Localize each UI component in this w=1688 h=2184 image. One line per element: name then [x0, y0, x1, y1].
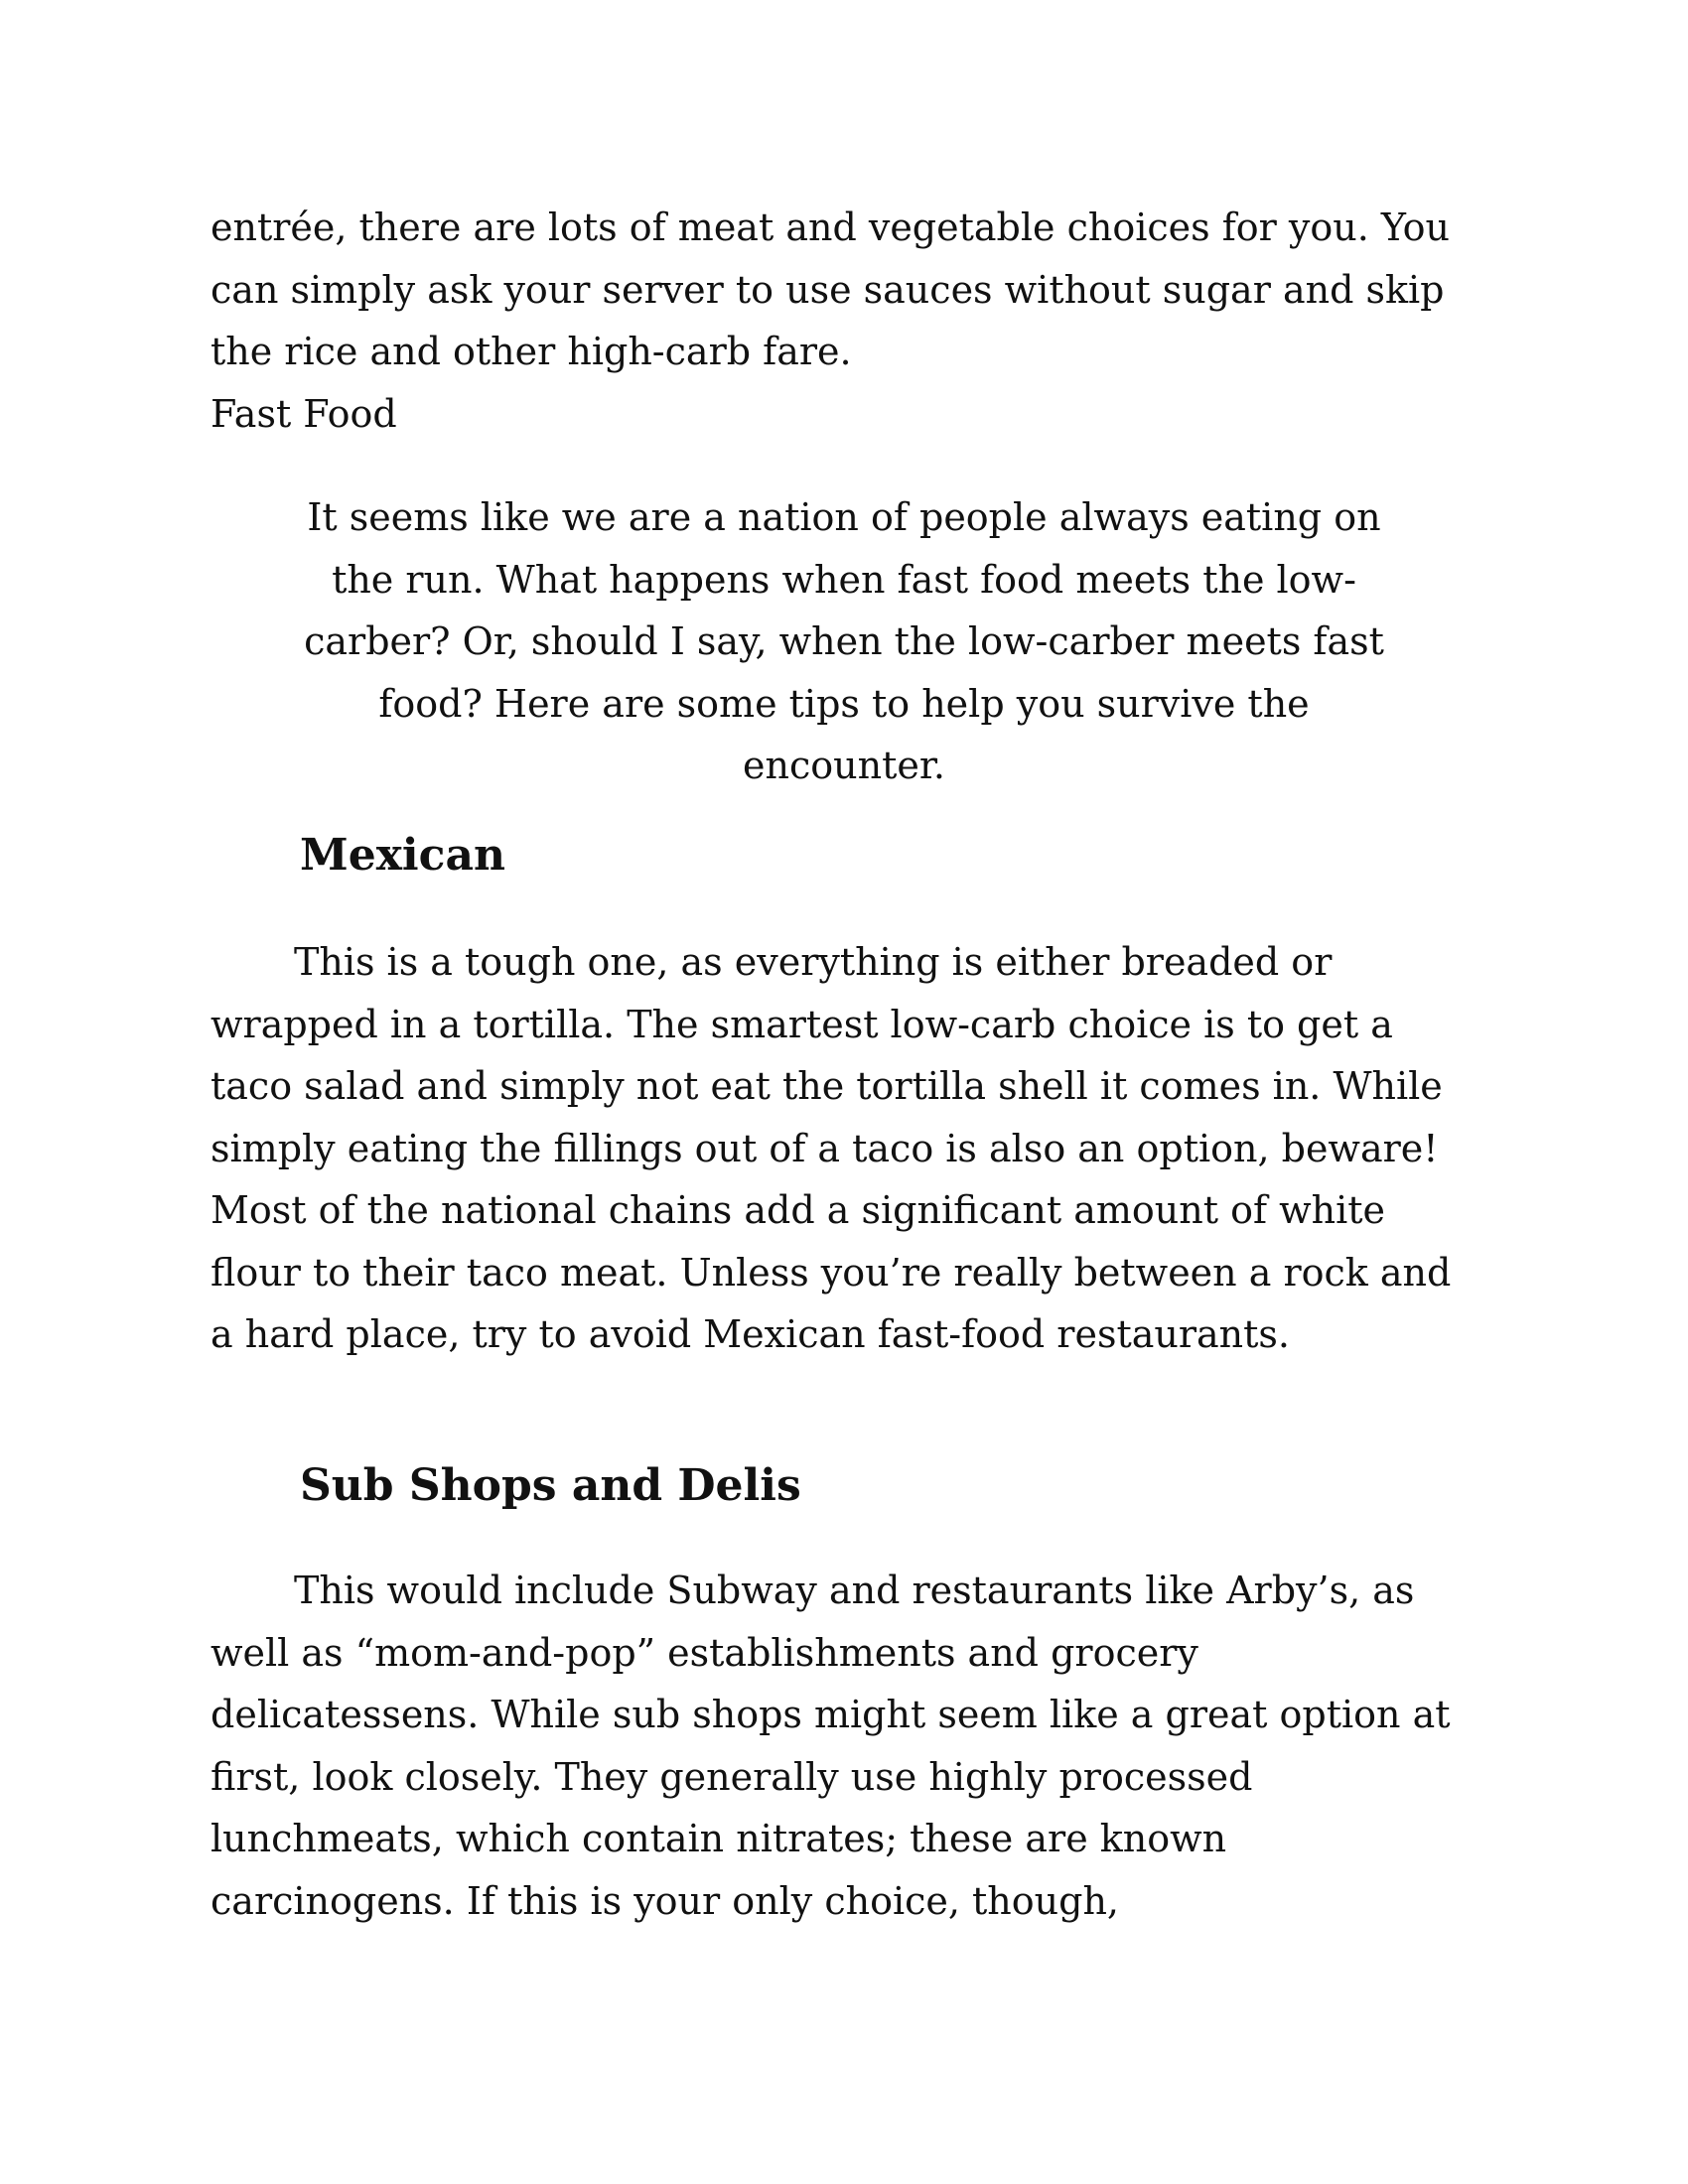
intro-paragraph: entrée, there are lots of meat and vegetable choices for you. You can simply ask your server to use sauces without sugar and skip the rice and other high-carb fare.: [211, 205, 1451, 373]
section-body-mexican: This is a tough one, as everything is either breaded or wrapped in a tortilla. The smartest low-carb choice is to get a taco salad and simply not eat the tortilla shell it comes in. While simply eating the fillings out of a taco is also an option, beware! Most of the national chains add a significant amount of white flour to their taco meat. Unless you’re really between a rock and a hard place, try to avoid Mexican fast-food restaurants.: [211, 940, 1452, 1356]
fast-food-quote: It seems like we are a nation of people always eating on the run. What happens when fast food meets the low-carber? Or, should I say, when the low-carber meets fast food? Here are some tips to help you survive the encounter.: [304, 495, 1384, 787]
section-heading-sub-shops: Sub Shops and Delis: [300, 1460, 801, 1511]
section-body-sub-shops: This would include Subway and restaurants like Arby’s, as well as “mom-and-pop” establishments and grocery delicatessens. While sub shops might seem like a great option at first, look closely. They generally use highly processed lunchmeats, which contain nitrates; these are known carcinogens. If this is your only choice, though,: [211, 1569, 1451, 1923]
fast-food-label: Fast Food: [211, 392, 397, 436]
section-heading-mexican: Mexican: [300, 830, 505, 881]
